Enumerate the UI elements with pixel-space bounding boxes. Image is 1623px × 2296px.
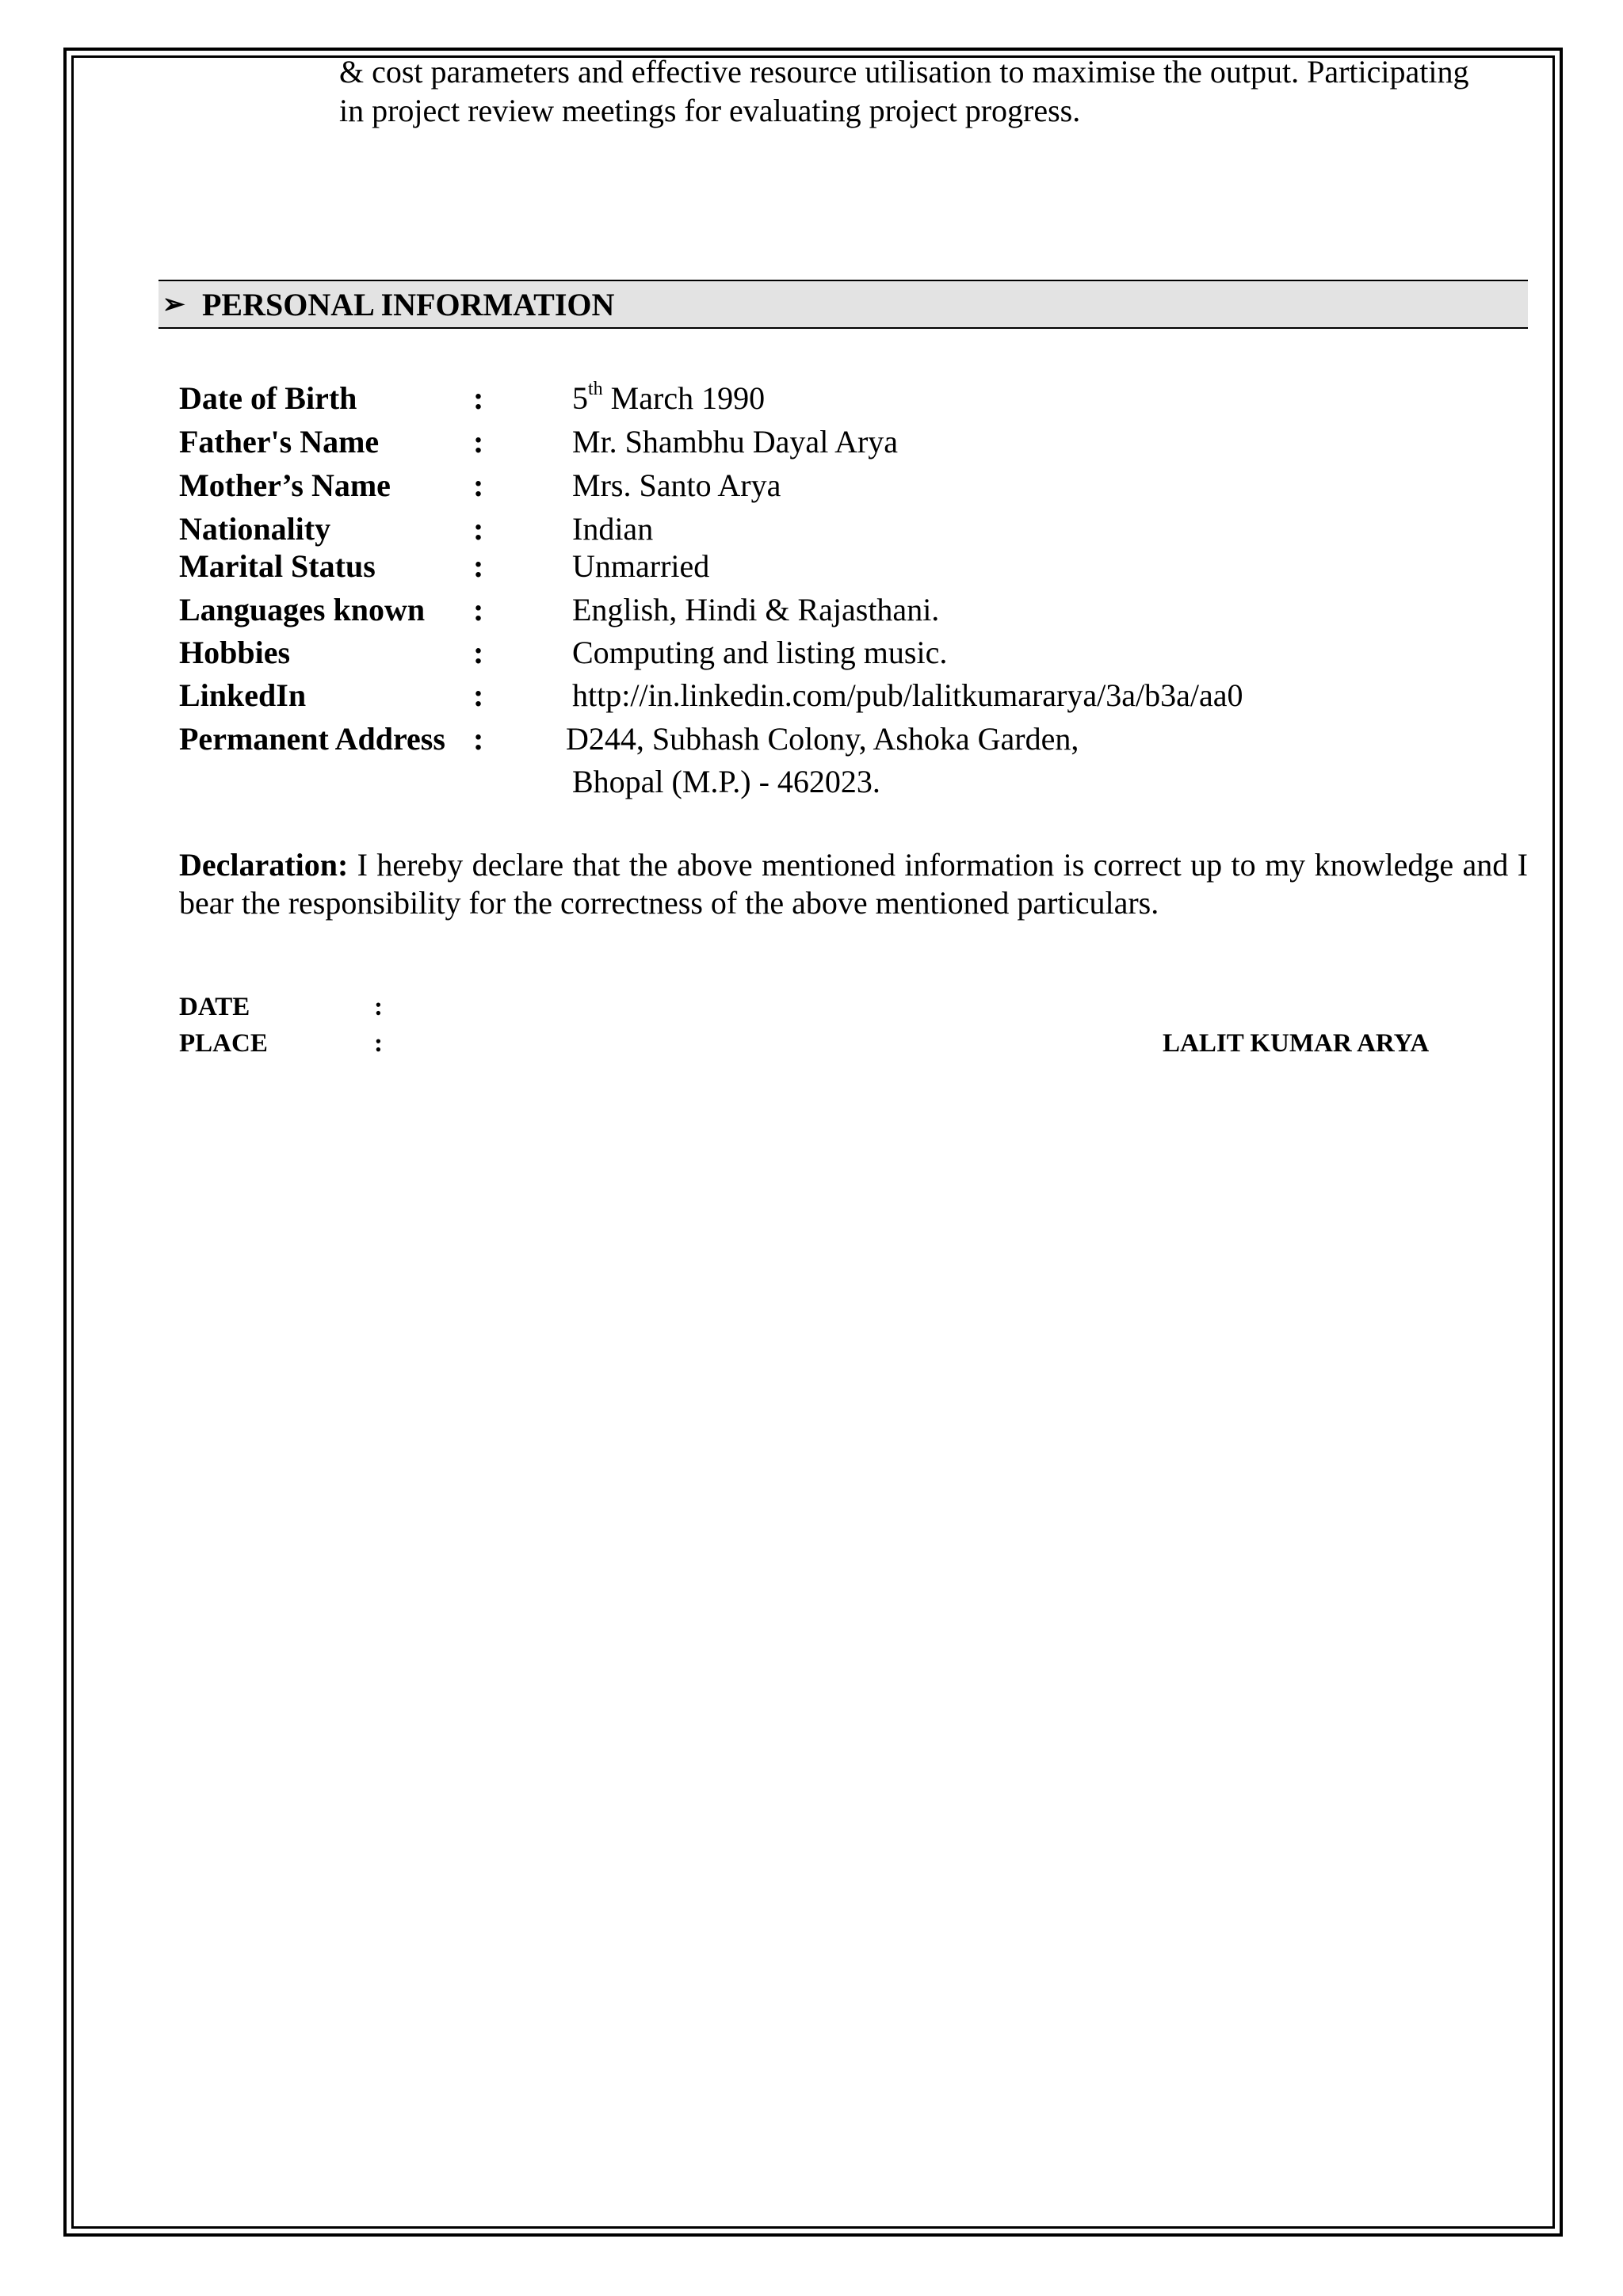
dob-value: 5th March 1990: [572, 378, 766, 416]
dob-label: Date of Birth: [179, 380, 357, 416]
address-label: Permanent Address: [179, 721, 445, 757]
colon: :: [473, 677, 484, 713]
intro-line-1: & cost parameters and effective resource utilisation to maximise the output. Participating: [339, 54, 1469, 90]
father-value: Mr. Shambhu Dayal Arya: [572, 424, 899, 460]
arrow-bullet-icon: ➢: [162, 290, 185, 319]
personal-information-header: [158, 280, 1528, 329]
colon: :: [473, 511, 484, 547]
info-row-address-2: [179, 762, 1526, 802]
colon: :: [473, 548, 484, 584]
date-row: [179, 989, 1526, 1025]
languages-label: Languages known: [179, 592, 426, 627]
linkedin-link[interactable]: http://in.linkedin.com/pub/lalitkumararya/3a/b3a/aa0: [572, 677, 1243, 713]
marital-label: Marital Status: [179, 548, 376, 584]
section-title: PERSONAL INFORMATION: [202, 286, 615, 322]
languages-value: English, Hindi & Rajasthani.: [572, 592, 940, 627]
address-line-2: Bhopal (M.P.) - 462023.: [572, 764, 880, 799]
colon: :: [473, 592, 484, 627]
info-row-father: [179, 422, 1526, 462]
mother-label: Mother’s Name: [179, 467, 391, 503]
hobbies-label: Hobbies: [179, 635, 291, 670]
marital-value: Unmarried: [572, 548, 710, 584]
colon: :: [374, 993, 383, 1021]
declaration-text: I hereby declare that the above mentioned information is correct up to my knowledge and I bear the responsibility for the correctness of the above mentioned particulars.: [179, 847, 1528, 921]
mother-value: Mrs. Santo Arya: [572, 467, 781, 503]
address-line-1: D244, Subhash Colony, Ashoka Garden,: [566, 721, 1079, 757]
colon: :: [473, 635, 484, 670]
father-label: Father's Name: [179, 424, 380, 460]
declaration-label: Declaration:: [179, 847, 349, 883]
info-row-nationality: [179, 509, 1526, 549]
nationality-label: Nationality: [179, 511, 331, 547]
info-row-dob: [179, 379, 1526, 418]
colon: :: [473, 424, 484, 460]
colon: :: [374, 1029, 383, 1058]
hobbies-value: Computing and listing music.: [572, 635, 948, 670]
signatory-name: LALIT KUMAR ARYA: [1163, 1029, 1430, 1058]
nationality-value: Indian: [572, 511, 654, 547]
date-label: DATE: [179, 993, 250, 1021]
colon: :: [473, 721, 484, 757]
info-row-marital: [179, 547, 1526, 586]
info-row-address: [179, 719, 1526, 759]
linkedin-label: LinkedIn: [179, 677, 307, 713]
experience-continuation: [339, 52, 1528, 130]
info-row-languages: [179, 590, 1526, 630]
place-label: PLACE: [179, 1029, 268, 1058]
info-row-linkedin: [179, 676, 1526, 715]
intro-line-2: in project review meetings for evaluating project progress.: [339, 93, 1081, 128]
colon: :: [473, 380, 484, 416]
info-row-hobbies: [179, 633, 1526, 673]
place-row: [179, 1025, 1526, 1062]
colon: :: [473, 467, 484, 503]
info-row-mother: [179, 466, 1526, 505]
declaration: [179, 846, 1528, 922]
